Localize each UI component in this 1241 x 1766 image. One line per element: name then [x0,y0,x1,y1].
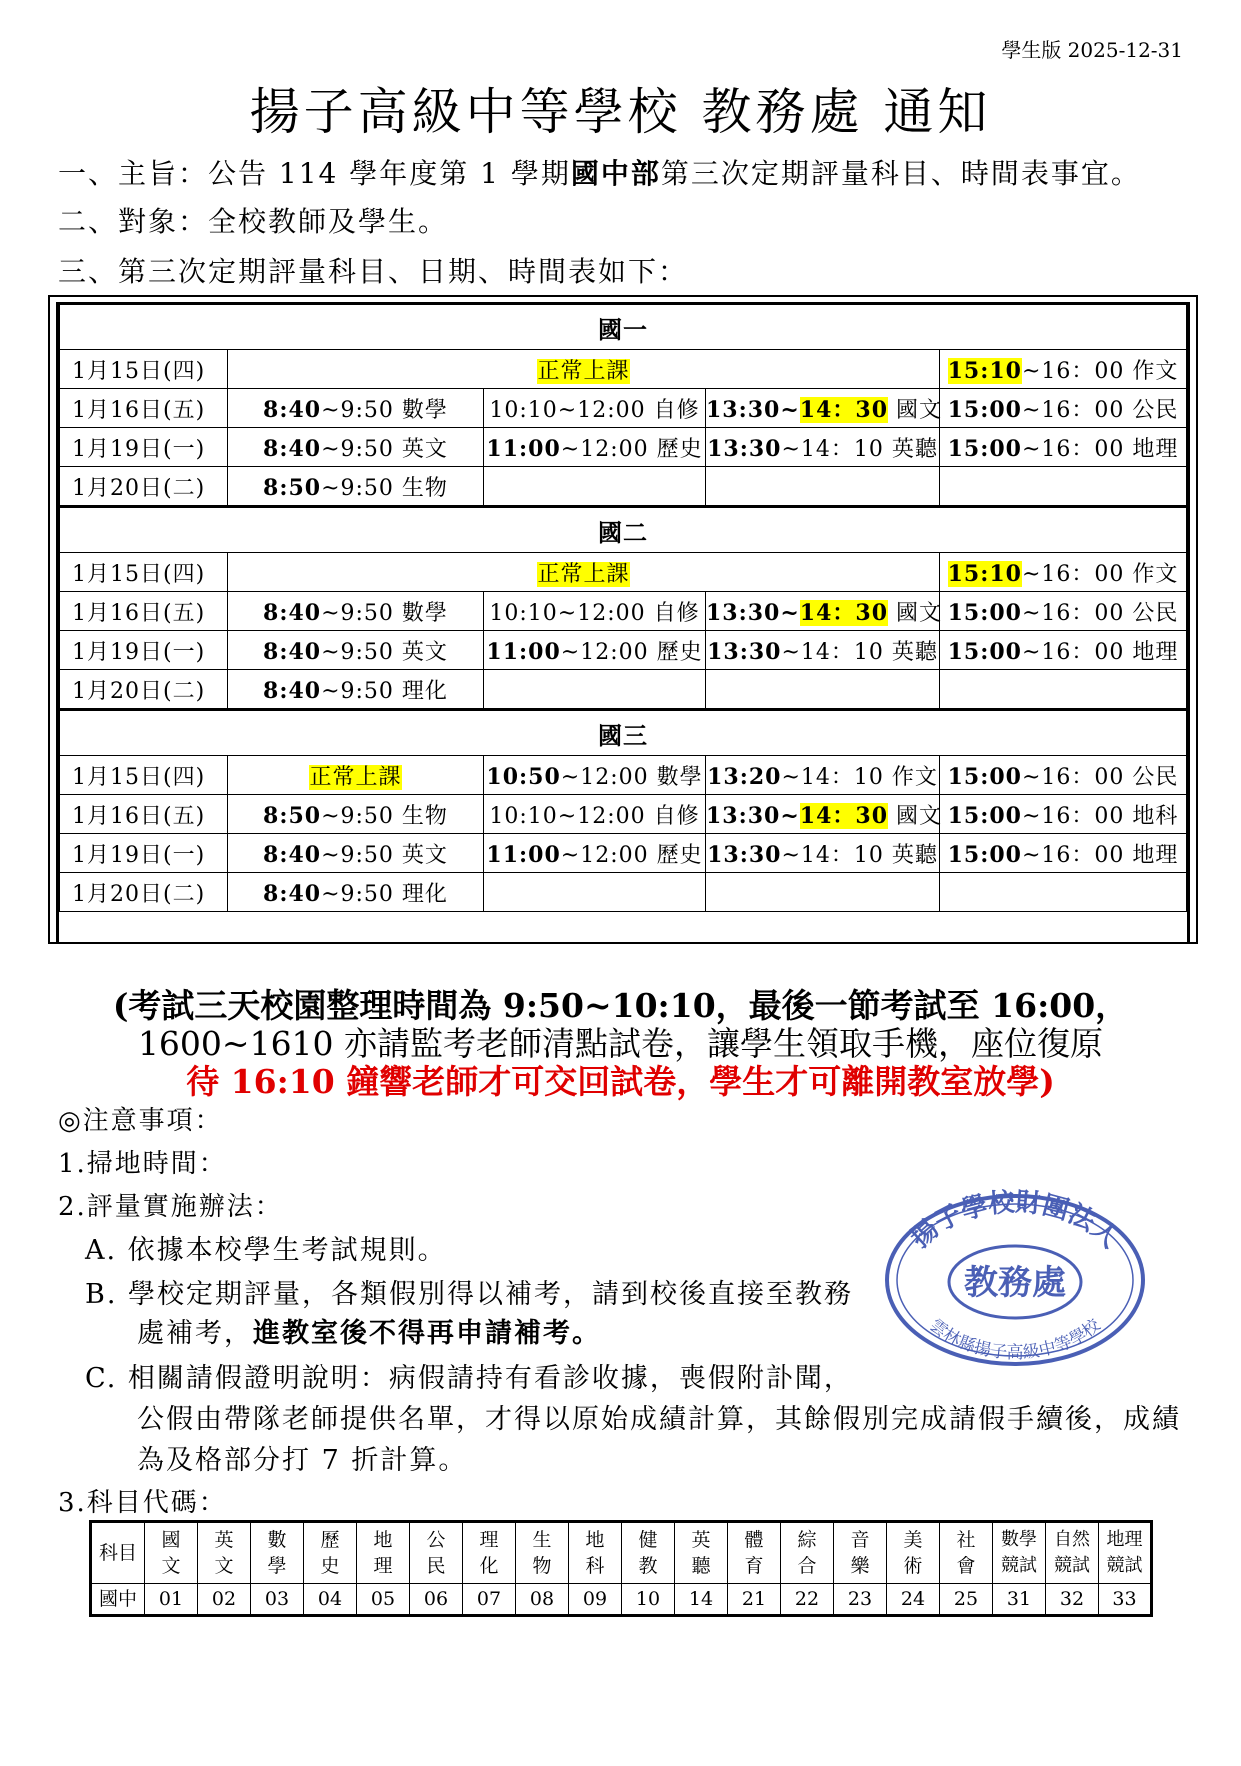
exam-schedule-table [59,305,1187,912]
subject-name-cell: 歷 史 [304,1522,357,1584]
row-label: 科目 [91,1522,145,1584]
date-cell: 1月16日(五) [60,592,228,631]
table-row [60,350,1187,389]
time-start: 11:00 [486,841,561,868]
subject-name-cell: 理 化 [463,1522,516,1584]
time-start: 8:50 [263,802,322,829]
subject-name-cell: 健 教 [622,1522,675,1584]
exam-cell [940,834,1187,873]
exam-cell [940,350,1187,389]
subject-code-cell: 06 [410,1584,463,1616]
official-seal [880,1188,1150,1368]
time-start: 13:30 [707,435,782,462]
subject-name-cell: 自然 競試 [1046,1522,1099,1584]
subject-name-cell: 體 育 [728,1522,781,1584]
subject-code-cell: 04 [304,1584,357,1616]
date-cell: 1月15日(四) [60,350,228,389]
exam-cell [940,389,1187,428]
empty-cell [940,873,1187,912]
date-cell: 1月19日(一) [60,834,228,873]
note-3: 3.科目代碼： [58,1488,227,1518]
table-row [60,631,1187,670]
subject-name-cell: 音 樂 [834,1522,887,1584]
normal-class-label: 正常上課 [537,561,630,587]
point-2: 二、對象：全校教師及學生。 [58,205,449,238]
exam-text: ~16：00 公民 [1021,764,1179,790]
exam-text: ~16：00 公民 [1021,397,1179,423]
time-highlight: 15:10 [947,357,1022,384]
exam-text: ~16：00 地理 [1021,639,1179,665]
table-row [60,592,1187,631]
exam-cell: 10:10~12:00 自修 [484,389,706,428]
document-title: 揚子高級中等學校 教務處 通知 [249,83,992,141]
subject-code-cell: 32 [1046,1584,1099,1616]
subject-name-cell: 數學 競試 [993,1522,1046,1584]
subject-code-cell: 08 [516,1584,569,1616]
time-start: 15:00 [947,396,1022,423]
seal-ring-text: 揚子學校財團法人 [905,1188,1125,1255]
time-start: 8:40 [263,435,322,462]
exam-cell: 10:10~12:00 自修 [484,592,706,631]
note-2c-line-2: 公假由帶隊老師提供名單，才得以原始成績計算，其餘假別完成請假手續後，成績 [137,1404,1181,1435]
point-3: 三、第三次定期評量科目、日期、時間表如下： [58,255,689,288]
subject-code-cell: 01 [145,1584,198,1616]
table-row [60,834,1187,873]
note-2a: A. 依據本校學生考試規則。 [85,1235,447,1266]
subject-code-cell: 25 [940,1584,993,1616]
subject-name-cell: 綜 合 [781,1522,834,1584]
exam-text: ~16：00 公民 [1021,600,1179,626]
exam-text: ~16：00 作文 [1021,358,1179,384]
time-highlight: 14：30 [799,599,889,626]
subject-code-cell: 14 [675,1584,728,1616]
exam-cell [228,428,484,467]
exam-cell [228,670,484,710]
point-1-text-a: 一、主旨：公告 114 學年度第 1 學期 [58,157,571,190]
schedule-frame [48,295,1198,944]
exam-cell [706,428,940,467]
table-row [60,670,1187,710]
exam-text: ~9:50 英文 [321,436,448,462]
empty-cell [484,467,706,507]
empty-cell [706,873,940,912]
date-cell: 1月19日(一) [60,428,228,467]
subject-code-cell: 31 [993,1584,1046,1616]
exam-cell [706,795,943,834]
exam-text: ~16：00 地理 [1021,842,1179,868]
time-start: 8:40 [263,396,322,423]
subject-name-cell: 英 文 [198,1522,251,1584]
note-2b-bold: 進教室後不得再申請補考。 [253,1318,601,1349]
subject-code-cell: 02 [198,1584,251,1616]
normal-class-label: 正常上課 [537,358,630,384]
empty-cell [484,670,706,710]
exam-text: ~12:00 歷史 [560,842,703,868]
subject-name-cell: 地理 競試 [1099,1522,1152,1584]
exam-text: 國文 [888,803,943,829]
subject-name-cell: 生 物 [516,1522,569,1584]
subject-name-cell: 數 學 [251,1522,304,1584]
empty-cell [484,873,706,912]
version-date: 學生版 2025-12-31 [1001,38,1183,62]
seal-center-text: 教務處 [964,1263,1066,1303]
grade-2-title: 國二 [60,507,1187,553]
time-start: 15:00 [947,599,1022,626]
date-cell: 1月15日(四) [60,553,228,592]
normal-class-cell [228,756,484,795]
time-start: 8:40 [263,880,322,907]
time-start: 13:30 [707,841,782,868]
subject-row [91,1522,1152,1584]
exam-cell [940,592,1187,631]
exam-text: ~16：00 作文 [1021,561,1179,587]
exam-cell [228,834,484,873]
exam-cell [228,389,484,428]
date-cell: 1月15日(四) [60,756,228,795]
subject-name-cell: 英 聽 [675,1522,728,1584]
exam-cell [228,467,484,507]
time-start: 11:00 [486,435,561,462]
subject-code-cell: 07 [463,1584,516,1616]
subject-code-cell: 09 [569,1584,622,1616]
exam-cell [484,834,706,873]
exam-text: ~9:50 理化 [321,881,448,907]
exam-cell [940,553,1187,592]
empty-cell [940,467,1187,507]
exam-text: ~12:00 數學 [560,764,703,790]
subject-name-cell: 公 民 [410,1522,463,1584]
exam-text: ~14：10 作文 [781,764,938,790]
exam-text: ~9:50 英文 [321,842,448,868]
point-1 [58,152,1141,192]
subject-name-cell: 美 術 [887,1522,940,1584]
exam-cell [940,428,1187,467]
exam-text: ~9:50 理化 [321,678,448,704]
exam-text: ~9:50 數學 [321,600,448,626]
time-start: 15:00 [947,763,1022,790]
note-1: 1.掃地時間： [58,1149,227,1179]
exam-text: ~14：10 英聽 [781,842,938,868]
subject-name-cell: 社 會 [940,1522,993,1584]
exam-cell [706,389,943,428]
time-start: 8:40 [263,841,322,868]
level-label: 國中 [91,1584,145,1616]
exam-text: ~9:50 生物 [321,475,448,501]
exam-text: ~12:00 歷史 [560,639,703,665]
note-2b-line-2 [137,1311,601,1350]
notice-line-3: 待 16:10 鐘響老師才可交回試卷，學生才可離開教室放學) [186,1062,1055,1101]
notes-heading: ◎注意事項： [58,1106,223,1136]
date-cell: 1月19日(一) [60,631,228,670]
normal-class-cell [228,553,940,592]
point-1-text-c: 第三次定期評量科目、時間表事宜。 [660,157,1141,190]
time-highlight: 15:10 [947,560,1022,587]
exam-cell [484,631,706,670]
notice-line-2: 1600~1610 亦請監考老師清點試卷，讓學生領取手機，座位復原 [137,1024,1104,1063]
exam-cell [228,592,484,631]
seal-bottom-text: 雲林縣揚子高級中等學校 [925,1315,1105,1363]
exam-text: ~9:50 生物 [321,803,448,829]
time-start: 8:40 [263,677,322,704]
exam-text: ~14：10 英聽 [781,436,938,462]
time-start: 8:50 [263,474,322,501]
notice-line-1: (考試三天校園整理時間為 9:50~10:10，最後一節考試至 16:00， [112,986,1129,1025]
exam-cell: 10:10~12:00 自修 [484,795,706,834]
exam-text: ~9:50 英文 [321,639,448,665]
table-row [60,428,1187,467]
time-start: 13:20 [707,763,782,790]
empty-cell [706,467,940,507]
exam-text: 國文 [888,397,943,423]
time-start: 10:50 [486,763,561,790]
normal-class-label: 正常上課 [309,764,402,790]
exam-cell [228,631,484,670]
exam-text: 國文 [888,600,943,626]
note-2b-text: 處補考， [137,1318,253,1349]
time-highlight: 14：30 [799,802,889,829]
time-start: 15:00 [947,841,1022,868]
exam-text: ~16：00 地科 [1021,803,1179,829]
subject-code-table [89,1520,1153,1617]
table-row [60,553,1187,592]
exam-cell [228,795,484,834]
exam-cell [940,756,1187,795]
time-start: 13:30~ [706,396,800,423]
table-row [60,795,1187,834]
subject-name-cell: 國 文 [145,1522,198,1584]
time-start: 15:00 [947,802,1022,829]
normal-class-cell [228,350,940,389]
exam-cell [940,795,1187,834]
grade-3-title: 國三 [60,710,1187,756]
empty-cell [706,670,940,710]
exam-text: ~9:50 數學 [321,397,448,423]
empty-cell [940,670,1187,710]
note-2b-line-1: B. 學校定期評量，各類假別得以補考，請到校後直接至教務 [85,1279,854,1310]
grade-1-title: 國一 [60,305,1187,350]
exam-text: ~12:00 歷史 [560,436,703,462]
time-start: 15:00 [947,435,1022,462]
time-start: 13:30~ [706,599,800,626]
subject-code-cell: 23 [834,1584,887,1616]
time-start: 13:30~ [706,802,800,829]
exam-cell [706,631,940,670]
note-2c-line-1: C. 相關請假證明說明：病假請持有看診收據，喪假附訃聞， [85,1363,853,1394]
subject-code-cell: 33 [1099,1584,1152,1616]
date-cell: 1月16日(五) [60,795,228,834]
subject-code-cell: 24 [887,1584,940,1616]
note-2: 2.評量實施辦法： [58,1192,283,1222]
exam-cell [706,592,943,631]
table-row [60,756,1187,795]
time-start: 13:30 [707,638,782,665]
time-start: 15:00 [947,638,1022,665]
point-1-bold: 國中部 [570,157,661,190]
date-cell: 1月20日(二) [60,873,228,912]
table-row [60,467,1187,507]
table-row [60,389,1187,428]
exam-cell [484,428,706,467]
subject-code-cell: 10 [622,1584,675,1616]
time-start: 11:00 [486,638,561,665]
note-2c-line-3: 為及格部分打 7 折計算。 [137,1445,468,1476]
time-start: 8:40 [263,638,322,665]
time-start: 8:40 [263,599,322,626]
date-cell: 1月20日(二) [60,467,228,507]
time-highlight: 14：30 [799,396,889,423]
subject-code-cell: 05 [357,1584,410,1616]
subject-code-cell: 03 [251,1584,304,1616]
subject-name-cell: 地 理 [357,1522,410,1584]
exam-cell [228,873,484,912]
code-row [91,1584,1152,1616]
exam-text: ~16：00 地理 [1021,436,1179,462]
table-row [60,873,1187,912]
exam-text: ~14：10 英聽 [781,639,938,665]
exam-cell [940,631,1187,670]
subject-code-cell: 21 [728,1584,781,1616]
date-cell: 1月20日(二) [60,670,228,710]
subject-code-cell: 22 [781,1584,834,1616]
exam-cell [706,756,940,795]
date-cell: 1月16日(五) [60,389,228,428]
subject-name-cell: 地 科 [569,1522,622,1584]
exam-cell [484,756,706,795]
exam-cell [706,834,940,873]
